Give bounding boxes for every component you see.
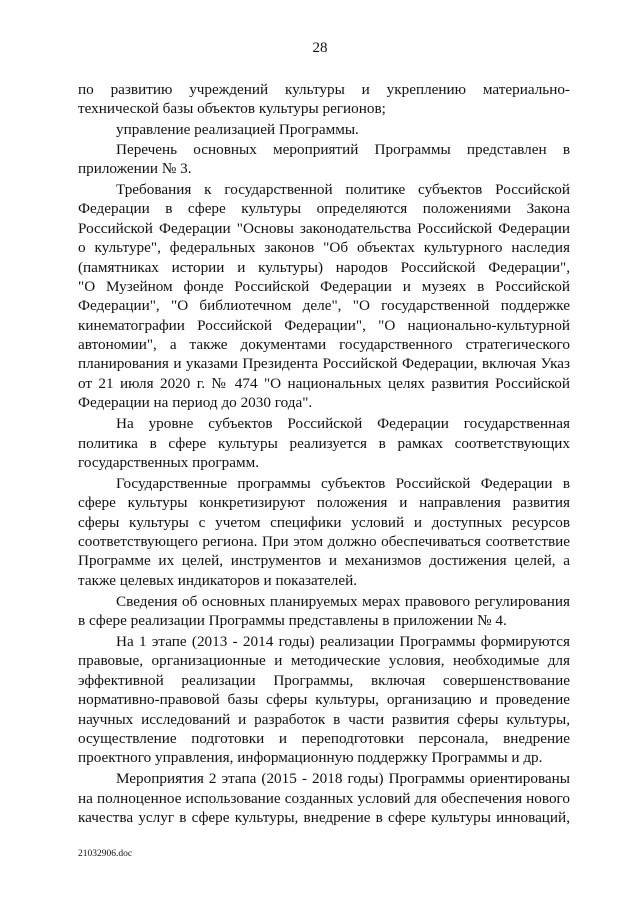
text-line: проектного управления, информационную поддержку Программы и др.: [78, 749, 543, 767]
text-line: нормативно-правовой базы сферы культуры, организацию и проведение: [78, 691, 570, 709]
text-line: по развитию учреждений культуры и укреплению материально-: [78, 81, 570, 98]
text-line: Сведения об основных планируемых мерах правового регулирования: [116, 592, 570, 610]
text-line: автономии", а также документами государственного стратегического: [78, 336, 570, 354]
text-line: Мероприятия 2 этапа (2015 - 2018 годы) Программы ориентированы: [116, 770, 570, 788]
text-line: Федерации", "О библиотечном деле", "О государственной поддержке: [78, 297, 570, 315]
text-line: качества услуг в сфере культуры, внедрение в сфере культуры инноваций,: [78, 808, 570, 826]
text-line: сферы культуры с учетом специфики условий и доступных ресурсов: [78, 513, 570, 531]
text-line: эффективной реализации Программы, включая совершенствование: [78, 671, 570, 689]
text-line: управление реализацией Программы.: [116, 121, 359, 139]
text-line: Требования к государственной политике субъектов Российской: [116, 180, 570, 198]
text-line: (памятниках истории и культуры) народов Российской Федерации",: [78, 258, 570, 276]
text-line: научных исследований и разработок в части развития сферы культуры,: [78, 710, 570, 728]
text-line: политика в сфере культуры реализуется в рамках соответствующих: [78, 434, 570, 452]
text-line: Федерации на период до 2030 года".: [78, 394, 313, 412]
text-line: приложении № 3.: [78, 160, 192, 178]
text-line: государственных программ.: [78, 453, 260, 471]
text-line: Программе их целей, инструментов и механизмов достижения целей, а: [78, 552, 570, 570]
text-line: Государственные программы субъектов Российской Федерации в: [116, 474, 570, 492]
text-line: Российской Федерации "Основы законодательства Российской Федерации: [78, 219, 570, 237]
text-line: кинематографии Российской Федерации", "О национально-культурной: [78, 316, 570, 334]
document-body: [78, 80, 570, 827]
file-name-footer: 21032906.doc: [78, 849, 133, 859]
text-line: "О Музейном фонде Российской Федерации и музеях в Российской: [78, 277, 570, 295]
text-line: от 21 июля 2020 г. № 474 "О национальных целях развития Российской: [78, 374, 570, 392]
text-line: правовые, организационные и методические условия, необходимые для: [78, 652, 570, 670]
text-line: Федерации в сфере культуры определяются положениями Закона: [78, 200, 570, 218]
page-number: 28: [312, 40, 328, 56]
text-line: На 1 этапе (2013 - 2014 годы) реализации Программы формируются: [116, 632, 570, 650]
text-line: о культуре", федеральных законов "Об объектах культурного наследия: [78, 239, 570, 257]
text-line: на полноценное использование созданных условий для обеспечения нового: [78, 789, 570, 807]
text-line: осуществление подготовки и переподготовки персонала, внедрение: [78, 729, 570, 747]
text-line: в сфере реализации Программы представлены в приложении № 4.: [78, 612, 507, 630]
text-line: На уровне субъектов Российской Федерации государственная: [116, 415, 570, 433]
text-line: Перечень основных мероприятий Программы представлен в: [116, 140, 570, 158]
text-line: также целевых индикаторов и показателей.: [78, 571, 358, 589]
text-line: планирования и указами Президента Российской Федерации, включая Указ: [78, 355, 570, 373]
text-line: технической базы объектов культуры регионов;: [78, 100, 386, 118]
text-line: сфере культуры конкретизируют положения и направления развития: [78, 494, 570, 512]
text-line: соответствующего региона. При этом должно обеспечиваться соответствие: [78, 532, 570, 550]
